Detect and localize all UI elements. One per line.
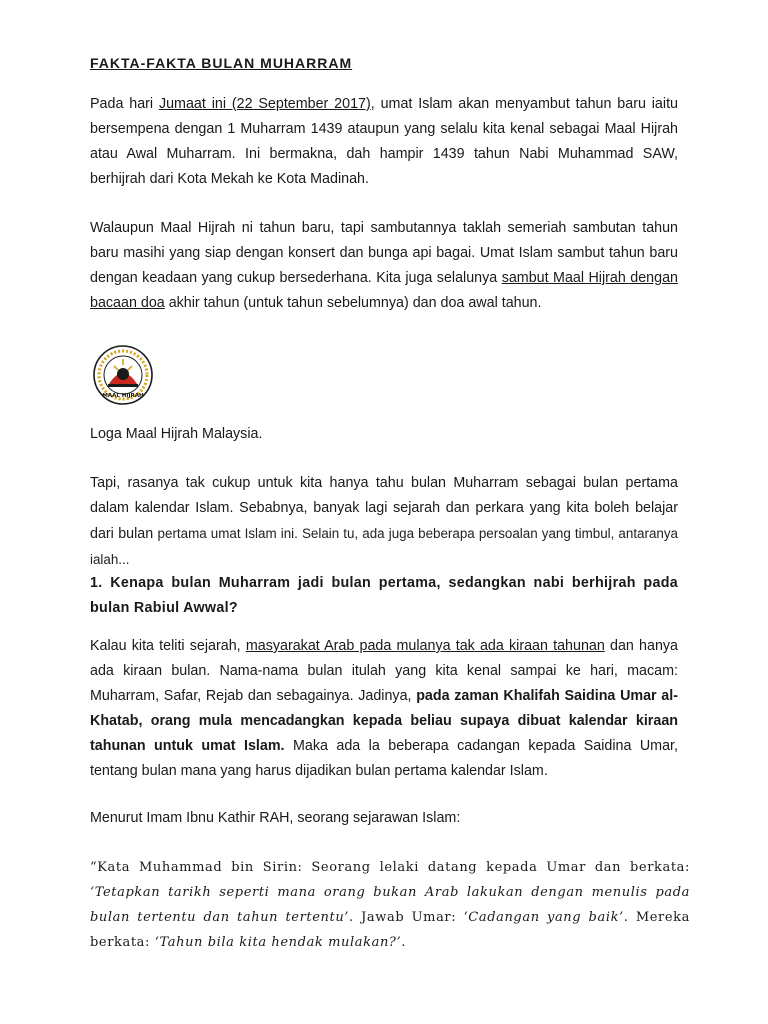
calendar-bold: pada zaman Khalifah Saidina Umar al-Khatab, orang mula mencadangkan kepada beliau supaya dibuat kalendar kiraan tahunan untuk umat Islam. [90, 688, 678, 754]
quote-part-2: ‘Tetapkan tarikh seperti mana orang bukan Arab lakukan dengan menulis pada bulan tertentu dan tahun tertentu’ [90, 885, 690, 925]
paragraph-ibnu-kathir: Menurut Imam Ibnu Kathir RAH, seorang sejarawan Islam: [90, 810, 461, 826]
calendar-mid: dan hanya ada kiraan bulan. Nama-nama bulan itulah yang kita kenal sampai ke hari, macam: Muharram, Safar, Rejab dan sebagainya. Jadinya, [90, 638, 679, 704]
paragraph-calendar [90, 634, 678, 784]
paragraph-history [90, 471, 678, 573]
logo-text: MAAL HIJRAH [102, 393, 144, 399]
section-heading-1: 1. Kenapa bulan Muharram jadi bulan pertama, sedangkan nabi berhijrah pada bulan Rabiul Awwal? [90, 575, 678, 616]
paragraph-celebration [90, 216, 678, 316]
celebration-rest: akhir tahun (untuk tahun sebelumnya) dan doa awal tahun. [164, 295, 542, 311]
history-last-line: pertama umat Islam ini. Selain tu, ada juga beberapa persoalan yang timbul, antaranya ialah... [90, 526, 678, 567]
intro-lead: Pada hari [90, 96, 159, 112]
page-title: FAKTA-FAKTA BULAN MUHARRAM [90, 55, 353, 71]
calendar-lead: Kalau kita teliti sejarah, [90, 638, 246, 654]
logo-caption: Loga Maal Hijrah Malaysia. [90, 426, 263, 442]
maal-hijrah-logo [92, 344, 154, 406]
quote-part-6: ‘Tahun bila kita hendak mulakan?’ [154, 935, 402, 950]
quote-part-5: . Mereka berkata: [90, 910, 690, 950]
quote-part-1: “Kata Muhammad bin Sirin: Seorang lelaki datang kepada Umar dan berkata: [90, 860, 690, 875]
history-text: Tapi, rasanya tak cukup untuk kita hanya tahu bulan Muharram sebagai bulan pertama dalam kalendar Islam. Sebabnya, banyak lagi sejarah dan perkara yang kita boleh belajar dari bulan [90, 475, 678, 542]
paragraph-intro [90, 92, 678, 192]
quote-part-7: . [401, 935, 406, 950]
doa-link[interactable]: sambut Maal Hijrah dengan bacaan doa [90, 270, 678, 311]
intro-rest: , umat Islam akan menyambut tahun baru iaitu bersempena dengan 1 Muharram 1439 ataupun yang selalu kita kenal sebagai Maal Hijrah atau Awal Muharram. Ini bermakna, dah hampir 1439 tahun Nabi Muhammad SAW, berhijrah dari Kota Mekah ke Kota Madinah. [90, 96, 678, 187]
celebration-lead: Walaupun Maal Hijrah ni tahun baru, tapi sambutannya taklah semeriah sambutan tahun baru masihi yang siap dengan konsert dan bunga api bagai. Umat Islam sambut tahun baru dengan keadaan yang cukup bersederhana. Kita juga selalunya [90, 220, 678, 286]
date-link[interactable]: Jumaat ini (22 September 2017) [158, 96, 371, 112]
quote-block [90, 855, 690, 955]
arab-calendar-link[interactable]: masyarakat Arab pada mulanya tak ada kiraan tahunan [245, 638, 605, 654]
quote-part-4: ‘Cadangan yang baik’ [463, 910, 624, 925]
calendar-rest: Maka ada la beberapa cadangan kepada Saidina Umar, tentang bulan mana yang harus dijadikan bulan pertama kalendar Islam. [90, 738, 678, 779]
quote-part-3: . Jawab Umar: [349, 910, 464, 925]
